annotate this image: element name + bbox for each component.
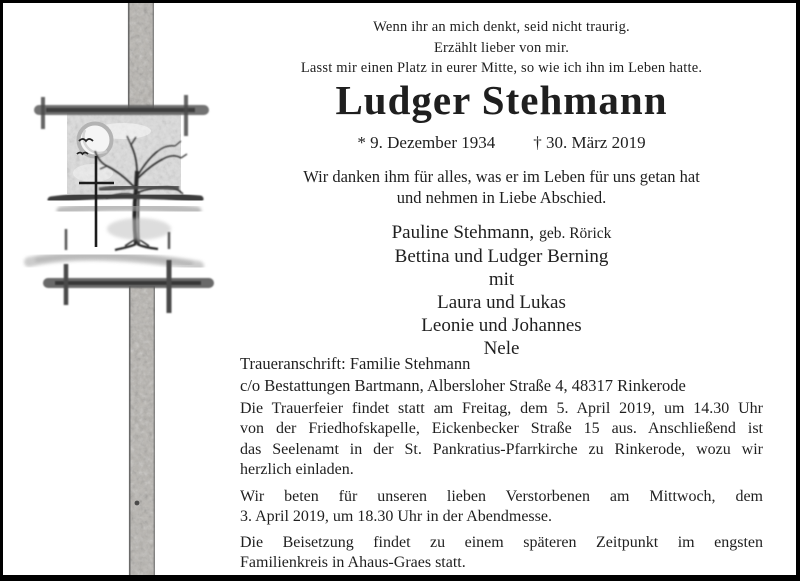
mourner-line-3: mit bbox=[488, 269, 515, 290]
stone-pillar-bottom bbox=[129, 286, 155, 575]
funeral-line-2: von der Friedhofskapelle, Eickenbecker Straße 15 aus. Anschließend ist bbox=[240, 420, 763, 438]
funeral-line-1: Die Trauerfeier findet statt am Freitag, dem 5. April 2019, um 14.30 Uhr bbox=[240, 400, 763, 417]
birth-date: * 9. Dezember 1934 bbox=[357, 133, 496, 152]
funeral-line-3: das Seelenamt in der St. Pankratius-Pfarrkirche zu Rinkerode, wozu wir bbox=[240, 440, 763, 458]
opening-verse bbox=[240, 17, 763, 79]
ground-strokes bbox=[51, 187, 200, 240]
mourner-line-6: Nele bbox=[483, 338, 520, 359]
prayer-paragraph bbox=[240, 487, 763, 528]
thanks-text bbox=[240, 166, 763, 208]
funeral-line-4: herzlich einladen. bbox=[240, 461, 354, 479]
address-line-2: c/o Bestattungen Bartmann, Albersloher Straße 4, 48317 Rinkerode bbox=[240, 375, 686, 395]
mourner-line-1 bbox=[240, 221, 763, 245]
life-dates bbox=[240, 133, 763, 153]
thanks-line-1: Wir danken ihm für alles, was er im Leben für uns getan hat bbox=[303, 167, 700, 186]
funeral-service-paragraph bbox=[240, 399, 763, 481]
burial-paragraph bbox=[240, 533, 763, 574]
stone-pillar-top bbox=[128, 3, 154, 109]
mourner-line-5: Leonie und Johannes bbox=[421, 315, 582, 336]
light-brush-stroke bbox=[29, 256, 199, 266]
thanks-line-2: und nehmen in Liebe Abschied. bbox=[396, 188, 607, 207]
prayer-line-2: 3. April 2019, um 18.30 Uhr in der Abendmesse. bbox=[240, 508, 552, 526]
memorial-artwork bbox=[3, 3, 243, 575]
burial-line-1: Die Beisetzung findet zu einem späteren Zeitpunkt im engsten bbox=[240, 534, 763, 551]
verse-line-3: Lasst mir einen Platz in eurer Mitte, so wie ich ihn im Leben hatte. bbox=[300, 60, 703, 76]
mourner-line-2: Bettina und Ludger Berning bbox=[394, 246, 609, 267]
verse-line-1: Wenn ihr an mich denkt, seid nicht traurig. bbox=[373, 19, 630, 35]
deceased-name: Ludger Stehmann bbox=[335, 77, 668, 123]
address-line-1: Traueranschrift: Familie Stehmann bbox=[240, 354, 471, 373]
mourner-line-4: Laura und Lukas bbox=[437, 292, 566, 313]
prayer-line-1: Wir beten für unseren lieben Verstorbenen am Mittwoch, dem bbox=[240, 488, 763, 505]
condolence-address bbox=[240, 353, 763, 396]
mourners-list bbox=[240, 221, 763, 360]
lower-beam bbox=[48, 229, 209, 313]
death-date: † 30. März 2019 bbox=[533, 133, 646, 152]
mourner-name: Pauline Stehmann, bbox=[391, 222, 535, 243]
burial-line-2: Familienkreis in Ahaus-Graes statt. bbox=[240, 554, 466, 572]
mourner-maiden-name: geb. Rörick bbox=[539, 225, 612, 242]
verse-line-2: Erzählt lieber von mir. bbox=[433, 39, 570, 56]
